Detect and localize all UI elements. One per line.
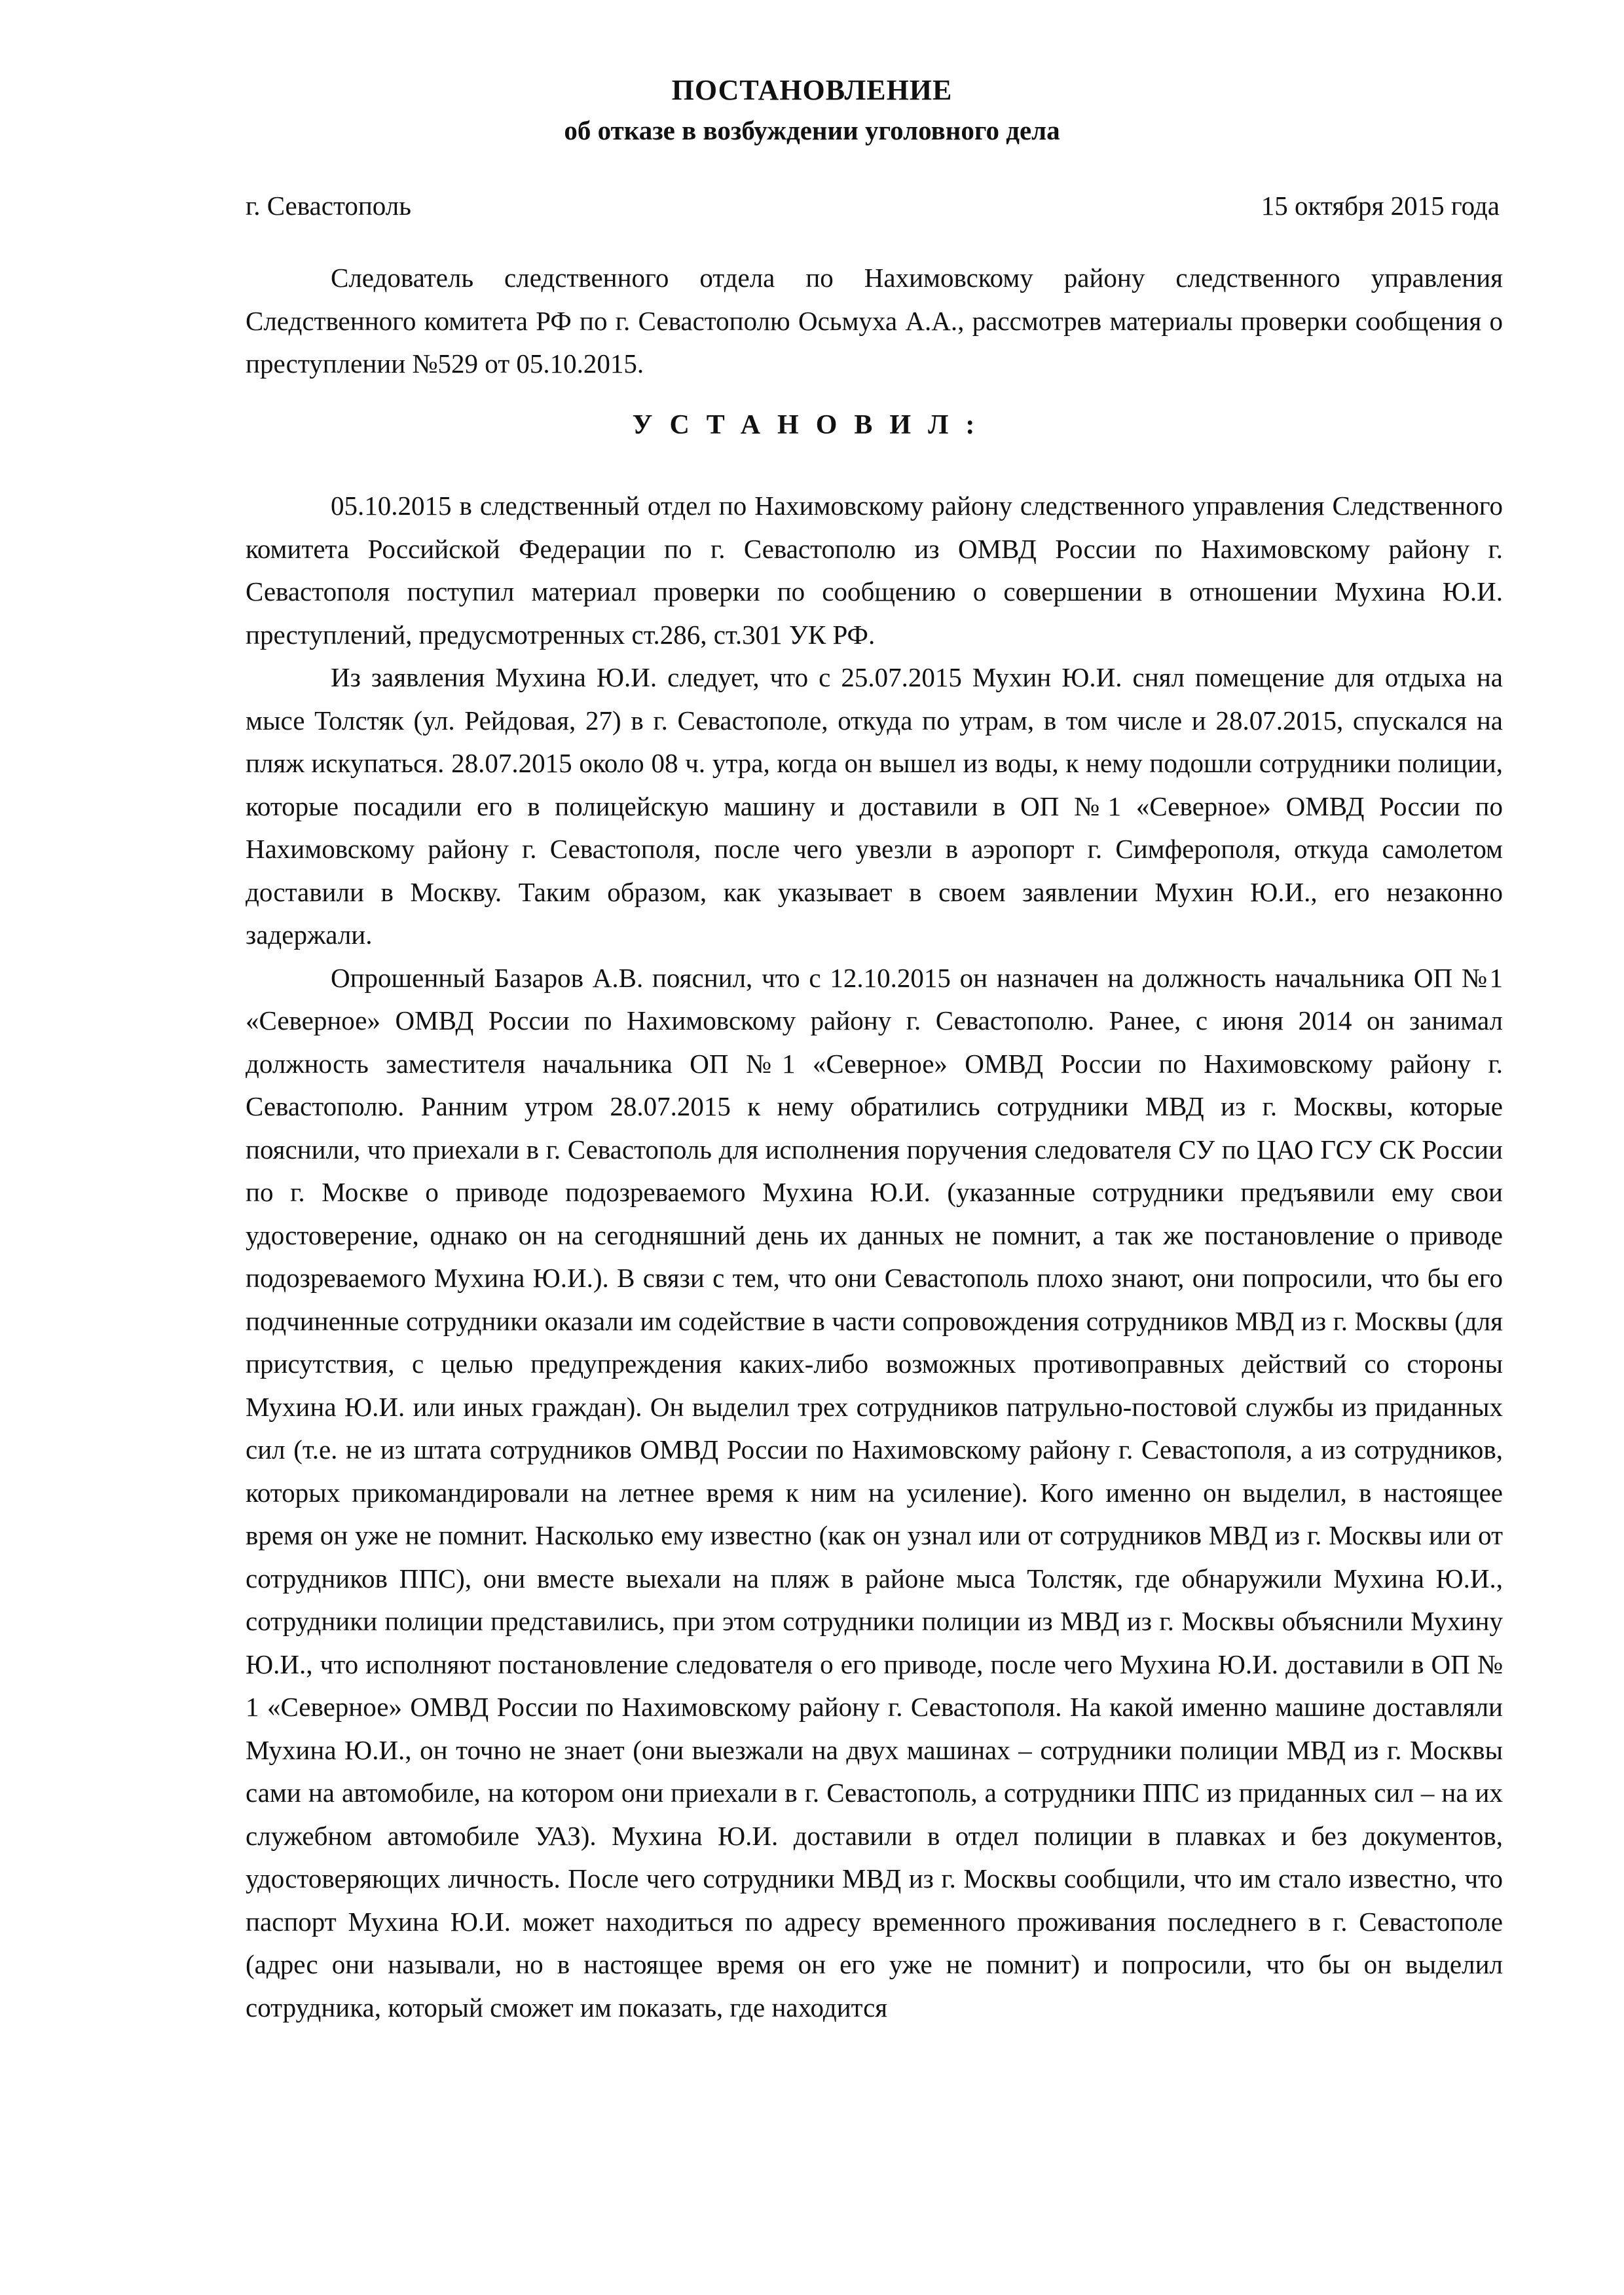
document-subtitle: об отказе в возбуждении уголовного дела (564, 115, 1060, 145)
body-paragraph: Опрошенный Базаров А.В. пояснил, что с 12.10.2015 он назначен на должность начальника ОП №1 «Северное» ОМВД России по Нахимовскому району г. Севастополю. Ранее, с июня 2014 он занимал должность заместителя начальника ОП №1 «Северное» ОМВД России по Нахимовскому району г. Севастополю. Ранним утром 28.07.2015 к нему обратились сотрудники МВД из г. Москвы, которые пояснили, что приехали в г. Севастополь для исполнения поручения следователя СУ по ЦАО ГСУ СК России по г. Москве о приводе подозреваемого Мухина Ю.И. (указанные сотрудники предъявили ему свои удостоверение, однако он на сегодняшний день их данных не помнит, а так же постановление о приводе подозреваемого Мухина Ю.И.). В связи с тем, что они Севастополь плохо знают, они попросили, что бы его подчиненные сотрудники оказали им содействие в части сопровождения сотрудников МВД из г. Москвы (для присутствия, с целью предупреждения каких-либо возможных противоправных действий со стороны Мухина Ю.И. или иных граждан). Он выделил трех сотрудников патрульно-постовой службы из приданных сил (т.е. не из штата сотрудников ОМВД России по Нахимовскому району г. Севастополя, а из сотрудников, которых прикомандировали на летнее время к ним на усиление). Кого именно он выделил, в настоящее время он уже не помнит. Насколько ему известно (как он узнал или от сотрудников МВД из г. Москвы или от сотрудников ППС), они вместе выехали на пляж в районе мыса Толстяк, где обнаружили Мухина Ю.И., сотрудники полиции представились, при этом сотрудники полиции из МВД из г. Москвы объяснили Мухину Ю.И., что исполняют постановление следователя о его приводе, после чего Мухина Ю.И. доставили в ОП № 1 «Северное» ОМВД России по Нахимовскому району г. Севастополя. На какой именно машине доставляли Мухина Ю.И., он точно не знает (они выезжали на двух машинах – сотрудники полиции МВД из г. Москвы сами на автомобиле, на котором они приехали в г. Севастополь, а сотрудники ППС из приданных сил – на их служебном автомобиле УАЗ). Мухина Ю.И. доставили в отдел полиции в плавках и без документов, удостоверяющих личность. После чего сотрудники МВД из г. Москвы сообщили, что им стало известно, что паспорт Мухина Ю.И. может находиться по адресу временного проживания последнего в г. Севастополе (адрес они называли, но в настоящее время он его уже не помнит) и попросили, что бы он выделил сотрудника, который сможет им показать, где находится (246, 962, 1503, 2023)
document-title: ПОСТАНОВЛЕНИЕ (671, 74, 953, 106)
main-body (246, 485, 1503, 2029)
body-paragraph: 05.10.2015 в следственный отдел по Нахимовскому району следственного управления Следственного комитета Российской Федерации по г. Севастополю из ОМВД России по Нахимовскому району г. Севастополя поступил материал проверки по сообщению о совершении в отношении Мухина Ю.И. преступлений, предусмотренных ст.286, ст.301 УК РФ. (246, 491, 1503, 650)
section-heading: УСТАНОВИЛ: (632, 410, 992, 440)
document-date: 15 октября 2015 года (1261, 191, 1500, 221)
body-paragraph: Из заявления Мухина Ю.И. следует, что с 25.07.2015 Мухин Ю.И. снял помещение для отдыха на мысе Толстяк (ул. Рейдовая, 27) в г. Севастополе, откуда по утрам, в том числе и 28.07.2015, спускался на пляж искупаться. 28.07.2015 около 08 ч. утра, когда он вышел из воды, к нему подошли сотрудники полиции, которые посадили его в полицейскую машину и доставили в ОП №1 «Северное» ОМВД России по Нахимовскому району г. Севастополя, после чего увезли в аэропорт г. Симферополя, откуда самолетом доставили в Москву. Таким образом, как указывает в своем заявлении Мухин Ю.И., его незаконно задержали. (246, 662, 1503, 950)
intro-paragraph: Следователь следственного отдела по Нахимовскому району следственного управления Следственного комитета РФ по г. Севастополю Осьмуха А.А., рассмотрев материалы проверки сообщения о преступлении №529 от 05.10.2015. (246, 263, 1503, 379)
document-place: г. Севастополь (246, 191, 411, 221)
intro-block (246, 257, 1503, 386)
